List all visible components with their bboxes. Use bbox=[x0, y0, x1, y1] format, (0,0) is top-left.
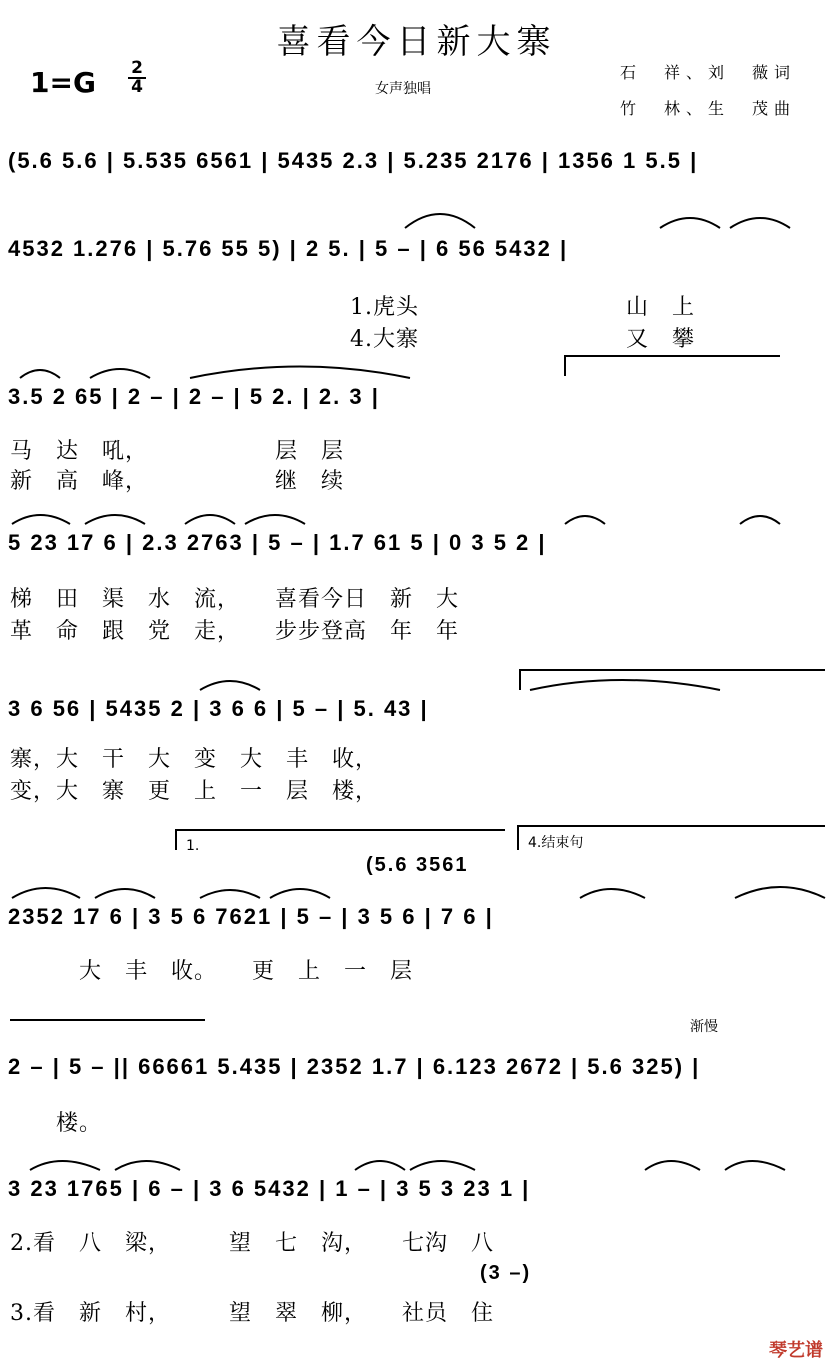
lyric-row-3-verse4: 新 高 峰， 继 续 bbox=[10, 469, 345, 494]
slur-row8-b bbox=[115, 1161, 180, 1170]
slur-row8-f bbox=[725, 1161, 785, 1170]
lyric-row-8-verse2: 2.看 八 梁， 望 七 沟， 七沟 八 bbox=[10, 1231, 494, 1256]
alternate-notes: (5.6 3561 bbox=[366, 854, 469, 876]
song-title: 喜看今日新大寨 bbox=[276, 22, 557, 62]
lyric-row-6: 大 丰 收。 更 上 一 层 bbox=[10, 959, 414, 984]
slur-row6-c bbox=[200, 890, 260, 898]
slur-row3-b bbox=[90, 369, 150, 378]
first-ending-label: 1. bbox=[186, 838, 200, 854]
performance-note: 女声独唱 bbox=[375, 81, 431, 97]
watermark-logo: 琴艺谱 bbox=[769, 1340, 823, 1361]
time-top: 2 bbox=[131, 58, 143, 78]
lyric-row-5-verse1: 寨，大 干 大 变 大 丰 收， bbox=[10, 747, 379, 772]
slur-row6-f bbox=[735, 887, 825, 898]
lyric-row-4-verse4: 革 命 跟 党 走， 步步登高 年 年 bbox=[10, 619, 460, 644]
notation-row-2: 4532 1.276 | 5.76 55 5) | 2 5. | 5 – | 6 56 5432 | bbox=[8, 236, 569, 261]
slur-row8-c bbox=[355, 1161, 405, 1170]
time-bottom: 4 bbox=[128, 77, 146, 96]
slur-row5-a bbox=[200, 681, 260, 690]
slur-row8-a bbox=[30, 1161, 100, 1170]
lyric-row-3-verse1: 马 达 吼， 层 层 bbox=[10, 439, 345, 464]
lyric-row-5-verse4: 变，大 寨 更 上 一 层 楼， bbox=[10, 779, 379, 804]
slur-row6-e bbox=[580, 889, 645, 898]
lyric-row-4-verse1: 梯 田 渠 水 流， 喜看今日 新 大 bbox=[10, 587, 460, 612]
lyric-row-2-verse4: 4.大寨 又 攀 bbox=[350, 327, 695, 352]
slur-row4-e bbox=[565, 516, 605, 524]
slur-row3-a bbox=[20, 370, 60, 378]
slur-row4-f bbox=[740, 516, 780, 524]
slur-row4-b bbox=[85, 515, 145, 524]
slur-row6-a bbox=[12, 888, 80, 898]
key-signature: 1=G bbox=[30, 66, 96, 99]
slur-row6-b bbox=[95, 889, 155, 898]
notation-row-5: 3 6 56 | 5435 2 | 3 6 6 | 5 – | 5. 43 | bbox=[8, 696, 429, 721]
notation-row-4: 5 23 17 6 | 2.3 2763 | 5 – | 1.7 61 5 | 0 3 5 2 | bbox=[8, 530, 547, 555]
lyricist-credit: 石 祥、刘 薇词 bbox=[620, 63, 797, 82]
lyric-row-8-verse3: 3.看 新 村， 望 翠 柳， 社员 住 bbox=[10, 1301, 494, 1326]
notation-row-7: 2 – | 5 – || 66661 5.435 | 2352 1.7 | 6.123 2672 | 5.6 325) | bbox=[8, 1054, 701, 1079]
volta-fourth-bracket bbox=[518, 826, 825, 850]
fourth-ending-label: 4.结束句 bbox=[528, 835, 584, 851]
slur-row2-c bbox=[730, 218, 790, 228]
slur-row8-d bbox=[410, 1161, 475, 1170]
top-bracket-row3 bbox=[565, 356, 780, 376]
slur-row4-d bbox=[245, 515, 305, 524]
slur-row6-d bbox=[270, 889, 330, 898]
slur-row2-b bbox=[660, 218, 720, 228]
lyric-row-7: 楼。 bbox=[10, 1111, 103, 1136]
notation-row-3: 3.5 2 65 | 2 – | 2 – | 5 2. | 2. 3 | bbox=[8, 384, 380, 409]
slur-row4-a bbox=[12, 515, 70, 524]
slur-row3-c bbox=[190, 367, 410, 379]
notation-row-8: 3 23 1765 | 6 – | 3 6 5432 | 1 – | 3 5 3 23 1 | bbox=[8, 1176, 531, 1201]
slur-row2-a bbox=[405, 214, 475, 228]
small-paren-notes: (3 –) bbox=[480, 1262, 532, 1284]
lyric-row-2-verse1: 1.虎头 山 上 bbox=[350, 295, 695, 320]
top-bracket-row5 bbox=[520, 670, 825, 690]
slur-row5-b bbox=[530, 680, 720, 690]
notation-row-1: (5.6 5.6 | 5.535 6561 | 5435 2.3 | 5.235 2176 | 1356 1 5.5 | bbox=[8, 148, 699, 173]
slur-row8-e bbox=[645, 1161, 700, 1170]
notation-row-6: 2352 17 6 | 3 5 6 7621 | 5 – | 3 5 6 | 7 6 | bbox=[8, 904, 494, 929]
slur-row4-c bbox=[185, 515, 235, 524]
volta-first-bracket bbox=[176, 830, 505, 850]
tempo-gradual-slow: 渐慢 bbox=[690, 1019, 718, 1035]
composer-credit: 竹 林、生 茂曲 bbox=[620, 99, 797, 118]
